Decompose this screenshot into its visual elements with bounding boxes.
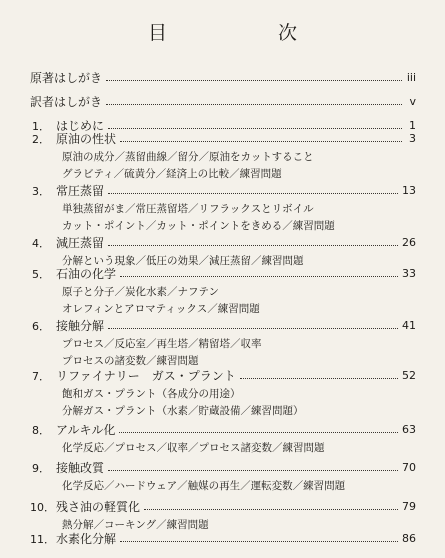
toc-entry[interactable] [30,233,416,251]
toc-entry[interactable] [30,92,416,110]
dot-leader [108,469,398,471]
toc-subtopics: 熱分解／コーキング／練習問題 [62,518,209,531]
toc-entry[interactable] [30,181,416,199]
toc-entry-title: 残さ油の軽質化 [56,499,141,514]
dot-leader [108,327,398,329]
dot-leader [108,244,398,246]
toc-entry-page: 41 [402,318,416,332]
dot-leader [120,140,402,142]
toc-entry-label [30,317,104,334]
toc-entry-number: 3． [32,184,50,198]
toc-entry-title: 水素化分解 [56,531,117,546]
toc-entry[interactable] [30,68,416,86]
toc-subtopics: 原油の成分／蒸留曲線／留分／原油をカットすること [62,150,314,163]
toc-entry-title: 訳者はしがき [30,94,103,109]
toc-subtopics: 化学反応／プロセス／収率／プロセス諸変数／練習問題 [62,441,325,454]
toc-entry-title: アルキル化 [56,422,116,437]
toc-entry-label [30,234,104,251]
toc-entry[interactable] [30,420,416,438]
toc-subtopics: 分解という現象／低圧の効果／減圧蒸留／練習問題 [62,254,304,267]
toc-subtopics: 単独蒸留がま／常圧蒸留塔／リフラックスとリボイル [62,202,314,215]
toc-entry[interactable] [30,366,416,384]
toc-entry-title: 原著はしがき [30,70,103,85]
toc-entry-title: 石油の化学 [56,266,117,281]
toc-subtopics: プロセス／反応室／再生塔／精留塔／収率 [62,337,262,350]
toc-subtopics: オレフィンとアロマティックス／練習問題 [62,302,260,315]
toc-entry-page: 79 [402,499,416,513]
toc-entry-number: 10． [30,500,55,514]
dot-leader [144,508,398,510]
toc-entry-label [30,421,115,438]
toc-entry[interactable] [30,129,416,147]
toc-entry-page: 86 [402,531,416,545]
toc-subtopics: 分解ガス・プラント（水素／貯蔵設備／練習問題） [62,404,304,417]
toc-entry-page: 26 [402,235,416,249]
toc-entry-page: v [409,94,416,108]
toc-entry-label [30,69,102,86]
toc-entry-title: 接触改質 [56,460,105,475]
toc-entry-number: 11． [30,532,55,546]
toc-subtopics: プロセスの諸変数／練習問題 [62,354,199,367]
toc-entry[interactable] [30,529,416,547]
toc-entry-number: 9． [32,461,50,475]
toc-entry-page: 13 [402,183,416,197]
toc-entry-label [30,93,102,110]
page-title: 目 次 [147,22,343,44]
toc-entry-page: 63 [402,422,416,436]
dot-leader [106,103,402,105]
toc-entry-number: 5． [32,267,50,281]
toc-entry-page: 70 [402,460,416,474]
toc-entry-label [30,130,116,147]
toc-entry-title: 接触分解 [56,318,105,333]
toc-subtopics: グラビティ／硫黄分／経済上の比較／練習問題 [62,167,282,180]
toc-subtopics: カット・ポイント／カット・ポイントをきめる／練習問題 [62,219,335,232]
toc-entry-label [30,530,116,547]
toc-entry-page: 52 [402,368,416,382]
dot-leader [108,192,398,194]
toc-entry-number: 1． [32,119,50,133]
dot-leader [240,377,398,379]
toc-entry-page: iii [406,70,416,84]
dot-leader [120,540,398,542]
toc-entry-label [30,265,116,282]
toc-entry-label [30,498,140,515]
toc-entry-page: 33 [402,266,416,280]
toc-entry-title: 常圧蒸留 [56,183,105,198]
toc-entry-page: 1 [409,118,416,132]
toc-subtopics: 化学反応／ハードウェア／触媒の再生／運転変数／練習問題 [62,479,346,492]
dot-leader [106,79,402,81]
toc-entry-page: 3 [409,131,416,145]
toc-entry[interactable] [30,316,416,334]
dot-leader [119,431,398,433]
toc-subtopics: 原子と分子／炭化水素／ナフテン [62,285,219,298]
dot-leader [120,275,398,277]
toc-entry-number: 4． [32,236,50,250]
toc-entry-label [30,182,104,199]
toc-entry-title: 減圧蒸留 [56,235,105,250]
toc-entry-number: 6． [32,319,50,333]
toc-entry-title: 原油の性状 [56,131,117,146]
toc-entry-title: リファイナリー ガス・プラント [56,368,236,383]
toc-subtopics: 飽和ガス・プラント（各成分の用途） [62,387,241,400]
toc-entry-number: 2． [32,132,50,146]
toc-entry-label [30,367,236,384]
toc-entry-label [30,459,104,476]
toc-entry[interactable] [30,497,416,515]
toc-entry-number: 7． [32,369,50,383]
toc-entry[interactable] [30,458,416,476]
toc-entry[interactable] [30,264,416,282]
toc-entry-number: 8． [32,423,50,437]
toc-entry-title: はじめに [56,118,105,133]
